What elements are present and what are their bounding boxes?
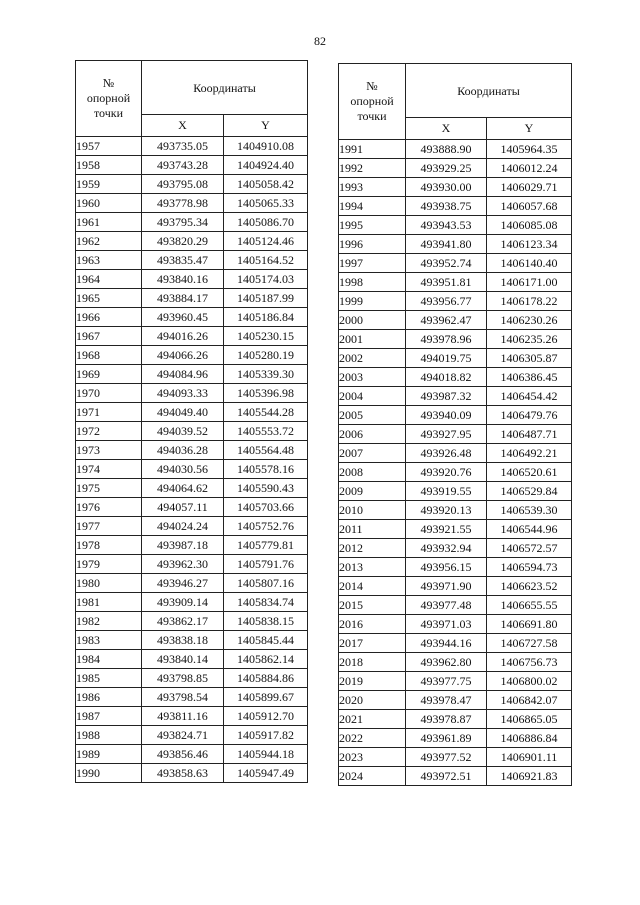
point-number-cell: 2009 [339,482,406,501]
x-coordinate-cell: 493919.55 [406,482,487,501]
x-coordinate-cell: 493824.71 [142,726,224,745]
point-number-cell: 1976 [76,498,142,517]
point-number-cell: 1967 [76,327,142,346]
point-number-header-line: опорной [86,91,131,105]
table-row [76,745,308,764]
y-coordinate-cell: 1405947.49 [224,764,308,783]
x-coordinate-cell: 493888.90 [406,140,487,159]
point-number-cell: 2004 [339,387,406,406]
y-coordinate-cell: 1406057.68 [487,197,572,216]
table-row [339,729,572,748]
x-coordinate-cell: 493743.28 [142,156,224,175]
y-coordinate-cell: 1406085.08 [487,216,572,235]
x-coordinate-cell: 493956.15 [406,558,487,577]
table-row [339,672,572,691]
point-number-cell: 2019 [339,672,406,691]
table-row [76,612,308,631]
point-number-cell: 2015 [339,596,406,615]
table-row [76,403,308,422]
x-coordinate-cell: 493927.95 [406,425,487,444]
y-coordinate-cell: 1405899.67 [224,688,308,707]
y-coordinate-cell: 1405187.99 [224,289,308,308]
x-coordinate-cell: 493962.80 [406,653,487,672]
y-coordinate-cell: 1406886.84 [487,729,572,748]
point-number-cell: 1991 [339,140,406,159]
x-coordinate-cell: 493951.81 [406,273,487,292]
table-row [339,463,572,482]
table-row [76,517,308,536]
x-coordinate-cell: 493862.17 [142,612,224,631]
y-coordinate-cell: 1405578.16 [224,460,308,479]
y-coordinate-cell: 1406539.30 [487,501,572,520]
point-number-cell: 1981 [76,593,142,612]
point-number-cell: 1977 [76,517,142,536]
table-row [339,615,572,634]
y-coordinate-cell: 1405396.98 [224,384,308,403]
table-row [76,365,308,384]
x-coordinate-cell: 493798.54 [142,688,224,707]
x-coordinate-cell: 494036.28 [142,441,224,460]
table-row [339,501,572,520]
x-coordinate-cell: 493952.74 [406,254,487,273]
x-coordinate-cell: 493735.05 [142,137,224,156]
x-coordinate-cell: 493926.48 [406,444,487,463]
x-coordinate-cell: 493920.76 [406,463,487,482]
x-coordinate-cell: 494016.26 [142,327,224,346]
x-coordinate-cell: 493884.17 [142,289,224,308]
point-number-cell: 1994 [339,197,406,216]
point-number-cell: 2016 [339,615,406,634]
y-coordinate-cell: 1405339.30 [224,365,308,384]
point-number-cell: 1966 [76,308,142,327]
x-coordinate-cell: 493811.16 [142,707,224,726]
point-number-cell: 2012 [339,539,406,558]
table-row [339,216,572,235]
y-coordinate-cell: 1405544.28 [224,403,308,422]
point-number-cell: 1986 [76,688,142,707]
x-coordinate-cell: 493944.16 [406,634,487,653]
point-number-cell: 1960 [76,194,142,213]
x-coordinate-cell: 493971.03 [406,615,487,634]
coordinates-table-right [338,63,572,786]
x-coordinate-cell: 493840.14 [142,650,224,669]
point-number-cell: 1997 [339,254,406,273]
point-number-cell: 2022 [339,729,406,748]
y-coordinate-cell: 1406842.07 [487,691,572,710]
x-coordinate-cell: 493795.08 [142,175,224,194]
x-coordinate-cell: 493978.96 [406,330,487,349]
x-coordinate-cell: 493778.98 [142,194,224,213]
y-coordinate-cell: 1406572.57 [487,539,572,558]
table-row [339,197,572,216]
point-number-cell: 1982 [76,612,142,631]
x-coordinate-cell: 494064.62 [142,479,224,498]
table-row [76,232,308,251]
x-coordinate-cell: 493977.48 [406,596,487,615]
table-body [339,140,572,786]
y-coordinate-cell: 1405791.76 [224,555,308,574]
table-row [76,593,308,612]
x-coordinate-cell: 493795.34 [142,213,224,232]
x-coordinate-cell: 493929.25 [406,159,487,178]
table-row [76,270,308,289]
point-number-cell: 1984 [76,650,142,669]
y-coordinate-cell: 1405065.33 [224,194,308,213]
y-coordinate-cell: 1406012.24 [487,159,572,178]
point-number-cell: 1964 [76,270,142,289]
point-number-header-line: № [366,79,378,93]
y-coordinate-cell: 1406029.71 [487,178,572,197]
x-coordinate-cell: 493940.09 [406,406,487,425]
x-coordinate-cell: 493856.46 [142,745,224,764]
table-row [339,558,572,577]
y-coordinate-cell: 1405174.03 [224,270,308,289]
point-number-cell: 1985 [76,669,142,688]
table-row [76,574,308,593]
table-row [76,194,308,213]
x-coordinate-cell: 493938.75 [406,197,487,216]
y-coordinate-cell: 1405186.84 [224,308,308,327]
y-coordinate-cell: 1406529.84 [487,482,572,501]
point-number-cell: 2020 [339,691,406,710]
y-coordinate-cell: 1404924.40 [224,156,308,175]
x-column-header: X [406,118,487,140]
table-row [76,213,308,232]
table-body [76,137,308,783]
y-coordinate-cell: 1406479.76 [487,406,572,425]
x-coordinate-cell: 493962.47 [406,311,487,330]
x-coordinate-cell: 493962.30 [142,555,224,574]
table-row [339,634,572,653]
y-column-header: Y [224,115,308,137]
x-coordinate-cell: 493921.55 [406,520,487,539]
point-number-cell: 2000 [339,311,406,330]
point-number-cell: 1961 [76,213,142,232]
page-number: 82 [314,34,326,48]
point-number-cell: 1999 [339,292,406,311]
table-row [76,422,308,441]
point-number-cell: 2011 [339,520,406,539]
point-number-header-line: опорной [350,94,394,108]
point-number-cell: 1988 [76,726,142,745]
table-row [76,764,308,783]
x-coordinate-cell: 493972.51 [406,767,487,786]
x-coordinate-cell: 493835.47 [142,251,224,270]
table-row [339,596,572,615]
x-coordinate-cell: 493987.32 [406,387,487,406]
point-number-cell: 1974 [76,460,142,479]
table-row [76,479,308,498]
table-row [76,308,308,327]
y-coordinate-cell: 1405590.43 [224,479,308,498]
table-row [339,691,572,710]
table-row [339,273,572,292]
point-number-cell: 2014 [339,577,406,596]
x-coordinate-cell: 494019.75 [406,349,487,368]
x-coordinate-cell: 493978.47 [406,691,487,710]
point-number-cell: 1963 [76,251,142,270]
x-coordinate-cell: 494018.82 [406,368,487,387]
point-number-cell: 1998 [339,273,406,292]
point-number-cell: 2024 [339,767,406,786]
point-number-cell: 2001 [339,330,406,349]
y-coordinate-cell: 1405917.82 [224,726,308,745]
table-row [339,349,572,368]
y-coordinate-cell: 1406921.83 [487,767,572,786]
table-row [76,137,308,156]
point-number-cell: 2021 [339,710,406,729]
table-row [76,669,308,688]
table-row [339,178,572,197]
point-number-cell: 1990 [76,764,142,783]
table-row [339,482,572,501]
y-coordinate-cell: 1406140.40 [487,254,572,273]
point-number-cell: 1987 [76,707,142,726]
point-number-cell: 2017 [339,634,406,653]
x-coordinate-cell: 494024.24 [142,517,224,536]
point-number-header-line: № [102,76,115,90]
point-number-cell: 2023 [339,748,406,767]
x-coordinate-cell: 493941.80 [406,235,487,254]
point-number-cell: 1972 [76,422,142,441]
point-number-cell: 1978 [76,536,142,555]
y-coordinate-cell: 1406623.52 [487,577,572,596]
table-row [339,254,572,273]
y-coordinate-cell: 1406492.21 [487,444,572,463]
y-coordinate-cell: 1406655.55 [487,596,572,615]
table-row [339,311,572,330]
table-row [339,330,572,349]
table-row [339,444,572,463]
table-row [76,726,308,745]
table-row [76,460,308,479]
table-row [339,159,572,178]
y-coordinate-cell: 1406520.61 [487,463,572,482]
y-coordinate-cell: 1405912.70 [224,707,308,726]
point-number-header [339,64,406,140]
y-coordinate-cell: 1405703.66 [224,498,308,517]
table-row [76,175,308,194]
y-coordinate-cell: 1405553.72 [224,422,308,441]
point-number-cell: 1996 [339,235,406,254]
table-row [339,520,572,539]
point-number-cell: 2003 [339,368,406,387]
x-coordinate-cell: 494057.11 [142,498,224,517]
y-coordinate-cell: 1406544.96 [487,520,572,539]
y-coordinate-cell: 1406487.71 [487,425,572,444]
coordinates-table-left [75,60,308,783]
x-coordinate-cell: 493946.27 [142,574,224,593]
table-row [76,650,308,669]
y-coordinate-cell: 1406178.22 [487,292,572,311]
y-coordinate-cell: 1405944.18 [224,745,308,764]
x-coordinate-cell: 493961.89 [406,729,487,748]
y-coordinate-cell: 1406386.45 [487,368,572,387]
x-coordinate-cell: 493956.77 [406,292,487,311]
table-row [76,555,308,574]
table-row [339,577,572,596]
x-coordinate-cell: 493838.18 [142,631,224,650]
point-number-cell: 1962 [76,232,142,251]
y-coordinate-cell: 1405564.48 [224,441,308,460]
y-coordinate-cell: 1405884.86 [224,669,308,688]
y-coordinate-cell: 1405280.19 [224,346,308,365]
y-coordinate-cell: 1405230.15 [224,327,308,346]
x-coordinate-cell: 493840.16 [142,270,224,289]
table-row [76,327,308,346]
y-coordinate-cell: 1405964.35 [487,140,572,159]
point-number-cell: 2008 [339,463,406,482]
point-number-cell: 1975 [76,479,142,498]
point-number-cell: 1995 [339,216,406,235]
y-coordinate-cell: 1405862.14 [224,650,308,669]
y-coordinate-cell: 1406727.58 [487,634,572,653]
table-row [76,289,308,308]
table-row [76,631,308,650]
y-coordinate-cell: 1405124.46 [224,232,308,251]
table-row [76,384,308,403]
table-row [76,707,308,726]
point-number-cell: 1958 [76,156,142,175]
x-column-header: X [142,115,224,137]
x-coordinate-cell: 493820.29 [142,232,224,251]
coordinates-header: Координаты [406,64,572,118]
y-coordinate-cell: 1404910.08 [224,137,308,156]
x-coordinate-cell: 493978.87 [406,710,487,729]
point-number-cell: 1957 [76,137,142,156]
y-coordinate-cell: 1406691.80 [487,615,572,634]
point-number-cell: 1969 [76,365,142,384]
x-coordinate-cell: 493960.45 [142,308,224,327]
y-coordinate-cell: 1406865.05 [487,710,572,729]
point-number-cell: 1973 [76,441,142,460]
point-number-cell: 2010 [339,501,406,520]
x-coordinate-cell: 494049.40 [142,403,224,422]
y-coordinate-cell: 1405807.16 [224,574,308,593]
point-number-cell: 1965 [76,289,142,308]
x-coordinate-cell: 493977.52 [406,748,487,767]
x-coordinate-cell: 493987.18 [142,536,224,555]
table-row [76,536,308,555]
point-number-cell: 1968 [76,346,142,365]
table-row [339,539,572,558]
point-number-cell: 1980 [76,574,142,593]
point-number-cell: 2007 [339,444,406,463]
point-number-header-line: точки [357,109,387,123]
x-coordinate-cell: 493858.63 [142,764,224,783]
table-row [339,748,572,767]
point-number-cell: 1971 [76,403,142,422]
table-row [339,387,572,406]
point-number-cell: 1992 [339,159,406,178]
y-coordinate-cell: 1405164.52 [224,251,308,270]
y-coordinate-cell: 1406235.26 [487,330,572,349]
point-number-cell: 2018 [339,653,406,672]
y-coordinate-cell: 1405779.81 [224,536,308,555]
point-number-header-line: точки [93,106,124,120]
x-coordinate-cell: 493909.14 [142,593,224,612]
point-number-cell: 2002 [339,349,406,368]
y-coordinate-cell: 1406171.00 [487,273,572,292]
y-coordinate-cell: 1406305.87 [487,349,572,368]
point-number-cell: 2013 [339,558,406,577]
y-column-header: Y [487,118,572,140]
y-coordinate-cell: 1405838.15 [224,612,308,631]
y-coordinate-cell: 1406901.11 [487,748,572,767]
x-coordinate-cell: 493920.13 [406,501,487,520]
point-number-cell: 1979 [76,555,142,574]
coordinates-header: Координаты [142,61,308,115]
point-number-cell: 1959 [76,175,142,194]
point-number-cell: 1970 [76,384,142,403]
point-number-cell: 1989 [76,745,142,764]
point-number-cell: 1983 [76,631,142,650]
y-coordinate-cell: 1406594.73 [487,558,572,577]
y-coordinate-cell: 1405086.70 [224,213,308,232]
table-row [76,251,308,270]
table-row [339,368,572,387]
point-number-header [76,61,142,137]
x-coordinate-cell: 494066.26 [142,346,224,365]
point-number-cell: 1993 [339,178,406,197]
table-row [76,498,308,517]
y-coordinate-cell: 1406756.73 [487,653,572,672]
y-coordinate-cell: 1405845.44 [224,631,308,650]
x-coordinate-cell: 493943.53 [406,216,487,235]
x-coordinate-cell: 493971.90 [406,577,487,596]
table-row [76,156,308,175]
table-row [76,441,308,460]
table-row [339,425,572,444]
x-coordinate-cell: 493932.94 [406,539,487,558]
y-coordinate-cell: 1405834.74 [224,593,308,612]
y-coordinate-cell: 1406123.34 [487,235,572,254]
point-number-cell: 2005 [339,406,406,425]
table-row [76,688,308,707]
table-row [339,140,572,159]
y-coordinate-cell: 1405058.42 [224,175,308,194]
x-coordinate-cell: 494084.96 [142,365,224,384]
x-coordinate-cell: 494039.52 [142,422,224,441]
table-row [339,653,572,672]
y-coordinate-cell: 1406454.42 [487,387,572,406]
y-coordinate-cell: 1406230.26 [487,311,572,330]
table-row [339,235,572,254]
y-coordinate-cell: 1405752.76 [224,517,308,536]
point-number-cell: 2006 [339,425,406,444]
table-row [76,346,308,365]
y-coordinate-cell: 1406800.02 [487,672,572,691]
table-row [339,767,572,786]
table-row [339,406,572,425]
table-row [339,292,572,311]
x-coordinate-cell: 493798.85 [142,669,224,688]
x-coordinate-cell: 494030.56 [142,460,224,479]
x-coordinate-cell: 494093.33 [142,384,224,403]
x-coordinate-cell: 493930.00 [406,178,487,197]
table-row [339,710,572,729]
x-coordinate-cell: 493977.75 [406,672,487,691]
